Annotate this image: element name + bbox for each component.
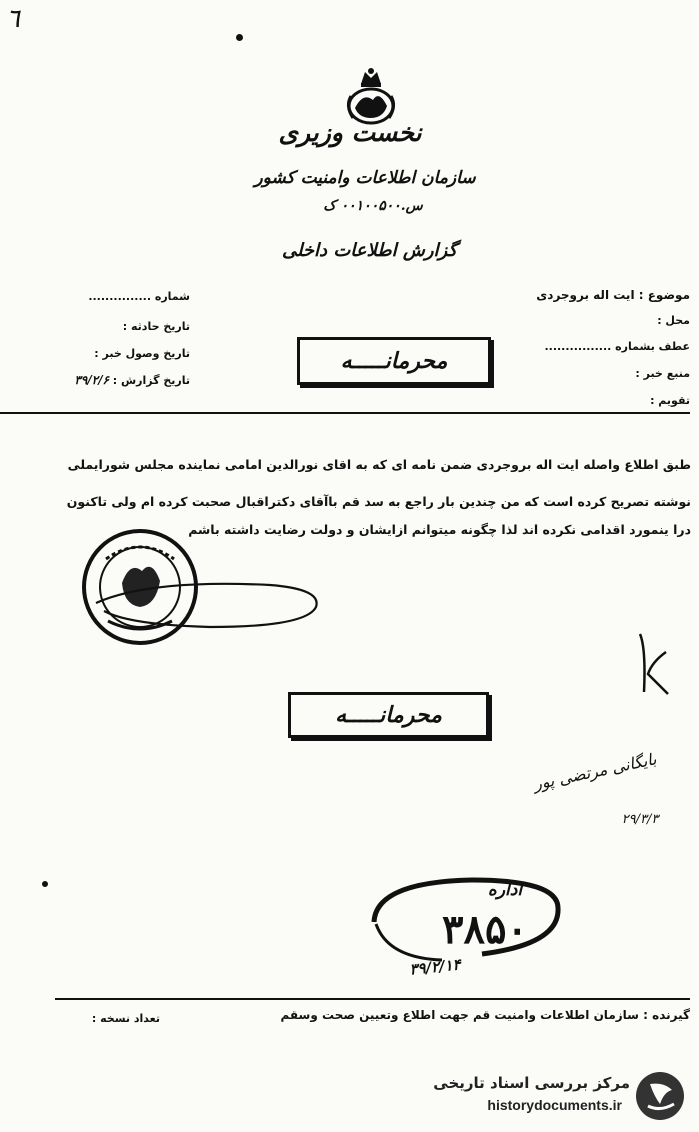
signature-note: بایگانی مرتضی پور [531,749,659,794]
assessment-field [590,394,690,407]
header-separator-line [0,412,690,414]
location-label: محل : [657,314,690,327]
handwritten-oval-stroke [90,575,325,635]
registration-date: ۳۹/۲/۱۴ [408,955,462,979]
number-field [60,290,190,303]
assessment-label: تقویم : [650,394,690,407]
location-field [590,314,690,327]
watermark-url: historydocuments.ir [487,1097,622,1113]
body-line-1: طبق اطلاع واصله ایت اله بروجردی ضمن نامه ای که به اقای نورالدین امامی نماینده مجلس شورایملی [67,457,691,472]
subject-value: ایت اله بروجردی [536,288,635,302]
source-label: منبع خبر : [635,367,690,380]
report-date-value: ۳۹/۲/۶ [74,373,109,387]
footer-separator-line [55,998,690,1000]
margin-note-number [630,700,631,701]
organization-name: سازمان اطلاعات وامنیت کشور [254,168,476,188]
incident-date-label: تاریخ حادثه : [122,320,190,333]
number-label: شماره [154,290,190,303]
subject-label: موضوع : [638,288,690,302]
watermark-title: مرکز بررسی اسناد تاریخی [433,1074,630,1092]
receipt-date-label: تاریخ وصول خبر : [94,347,190,360]
report-date-label: تاریخ گزارش : [112,374,190,387]
incident-date-field [60,320,190,333]
registration-number: ۳۸۵۰ [442,906,528,953]
reference-number-label: عطف بشماره [615,340,690,353]
corner-handwritten-mark: ٦ [6,4,20,34]
signature-date: ۲۹/۳/۳ [621,812,659,827]
report-type-title: گزارش اطلاعات داخلی [281,240,458,261]
confidential-stamp-bottom: محرمانـــــه [288,692,489,738]
number-value: ............... [88,290,151,303]
receipt-date-field [45,347,190,360]
distribution-label: گیرنده : [643,1008,690,1022]
copies-count-field: تعداد نسخه : [91,1012,160,1025]
reference-code: س.۰۰۱۰۰۵۰۰ ک [323,198,423,214]
body-line-3: درا ینمورد اقدامی نکرده اند لذا چگونه میتوانم ازایشان و دولت رضایت داشته باشم [188,522,691,537]
scan-speck-dot [42,881,48,887]
report-date-field [28,373,190,387]
subject-field [390,288,690,302]
confidential-stamp-top: محرمانـــــه [297,337,491,385]
registration-stamp-label: اداره [487,880,523,900]
source-field [590,367,690,380]
reference-number-value: ................ [544,340,612,353]
reference-number-field [520,340,690,353]
body-line-2: نوشته تصریح کرده است که من چندین بار راجع به سد قم باآقای دکتراقبال صحبت کرده ام ولی تاکنون [66,494,691,509]
handwritten-margin-mark [622,628,672,700]
punch-hole-dot [236,34,243,41]
ministry-title: نخست وزیری [278,118,422,147]
distribution-field [200,1008,690,1022]
watermark-logo-icon [634,1070,686,1122]
distribution-text: سازمان اطلاعات وامنیت قم جهت اطلاع وتعیین صحت وسقم [280,1008,639,1022]
